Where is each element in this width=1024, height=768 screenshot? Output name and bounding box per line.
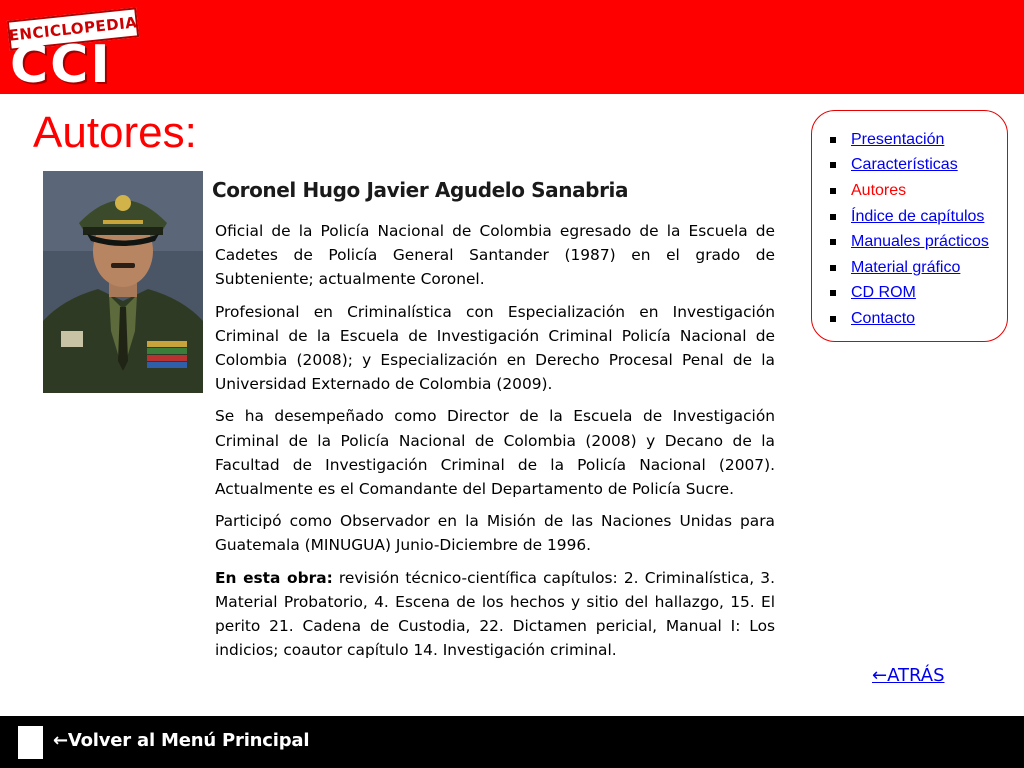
footer-bar: [0, 716, 1024, 768]
header-bar: [0, 0, 1024, 94]
nav-link-contacto[interactable]: Contacto: [851, 309, 916, 327]
square-bullet-icon: [830, 188, 836, 194]
page-title: Autores:: [33, 108, 197, 157]
nav-current-autores: Autores: [851, 181, 907, 199]
bio-paragraph: Participó como Observador en la Misión de las Naciones Unidas para Guatemala (MINUGUA) Junio-Diciembre de 1996.: [215, 512, 775, 555]
nav-item-contacto: [830, 306, 989, 332]
square-bullet-icon: [830, 162, 836, 168]
nav-link-indice[interactable]: Índice de capítulos: [851, 207, 985, 225]
bio-paragraph: Se ha desempeñado como Director de la Escuela de Investigación Criminal de la Policía Nacional de Colombia (2008) y Decano de la Facultad de Investigación Criminal de la Policía Nacional (2007). Actualmente es el Comandante del Departamento de Policía Sucre.: [215, 407, 775, 499]
bio-paragraph: Oficial de la Policía Nacional de Colombia egresado de la Escuela de Cadetes de Policía General Santander (1987) en el grado de Subteniente; actualmente Coronel.: [215, 222, 775, 289]
nav-link-cdrom[interactable]: CD ROM: [851, 284, 916, 302]
nav-item-cdrom: [830, 281, 989, 307]
enciclopedia-cci-logo[interactable]: [6, 8, 146, 95]
back-link[interactable]: ←ATRÁS: [872, 665, 945, 686]
nav-link-manuales[interactable]: Manuales prácticos: [851, 233, 989, 251]
logo-small-text: ENCICLOPEDIA: [7, 13, 139, 45]
square-bullet-icon: [830, 316, 836, 322]
work-text: revisión técnico-científica capítulos: 2. Criminalística, 3. Material Probatorio, 4. Escena de los hechos y sitio del hallazgo, 15. El perito 21. Cadena de Custodia, 22. Dictamen pericial, Manual I: Los indicios; coautor capítulo 14. Investigación criminal.: [215, 568, 775, 660]
square-bullet-icon: [830, 239, 836, 245]
bio-paragraph: Profesional en Criminalística con Especialización en Investigación Criminal de la Escuela de Investigación Criminal Policía Nacional de Colombia (2008); y Especialización en Derecho Procesal Penal de la Universidad Externado de Colombia (2009).: [215, 302, 775, 394]
nav-item-presentacion: [830, 127, 989, 153]
nav-item-indice: [830, 204, 989, 230]
author-photo: [43, 171, 203, 393]
square-bullet-icon: [830, 137, 836, 143]
nav-item-manuales: [830, 229, 989, 255]
nav-link-presentacion[interactable]: Presentación: [851, 130, 945, 148]
bio-work-paragraph: [215, 566, 775, 663]
square-bullet-icon: [830, 290, 836, 296]
main-menu-link[interactable]: ←Volver al Menú Principal: [53, 730, 310, 751]
nav-link-caracteristicas[interactable]: Características: [851, 156, 958, 174]
nav-item-material: [830, 255, 989, 281]
square-bullet-icon: [830, 265, 836, 271]
logo-big-text: CCI: [10, 35, 112, 95]
work-label: En esta obra:: [215, 568, 333, 587]
author-bio: [215, 219, 775, 670]
footer-square-icon: [18, 726, 43, 759]
side-nav: [811, 110, 1008, 342]
nav-link-material[interactable]: Material gráfico: [851, 258, 961, 276]
officer-portrait-image: [43, 171, 203, 393]
author-name: Coronel Hugo Javier Agudelo Sanabria: [212, 178, 629, 202]
nav-item-caracteristicas: [830, 153, 989, 179]
nav-item-autores: [830, 178, 989, 204]
square-bullet-icon: [830, 214, 836, 220]
